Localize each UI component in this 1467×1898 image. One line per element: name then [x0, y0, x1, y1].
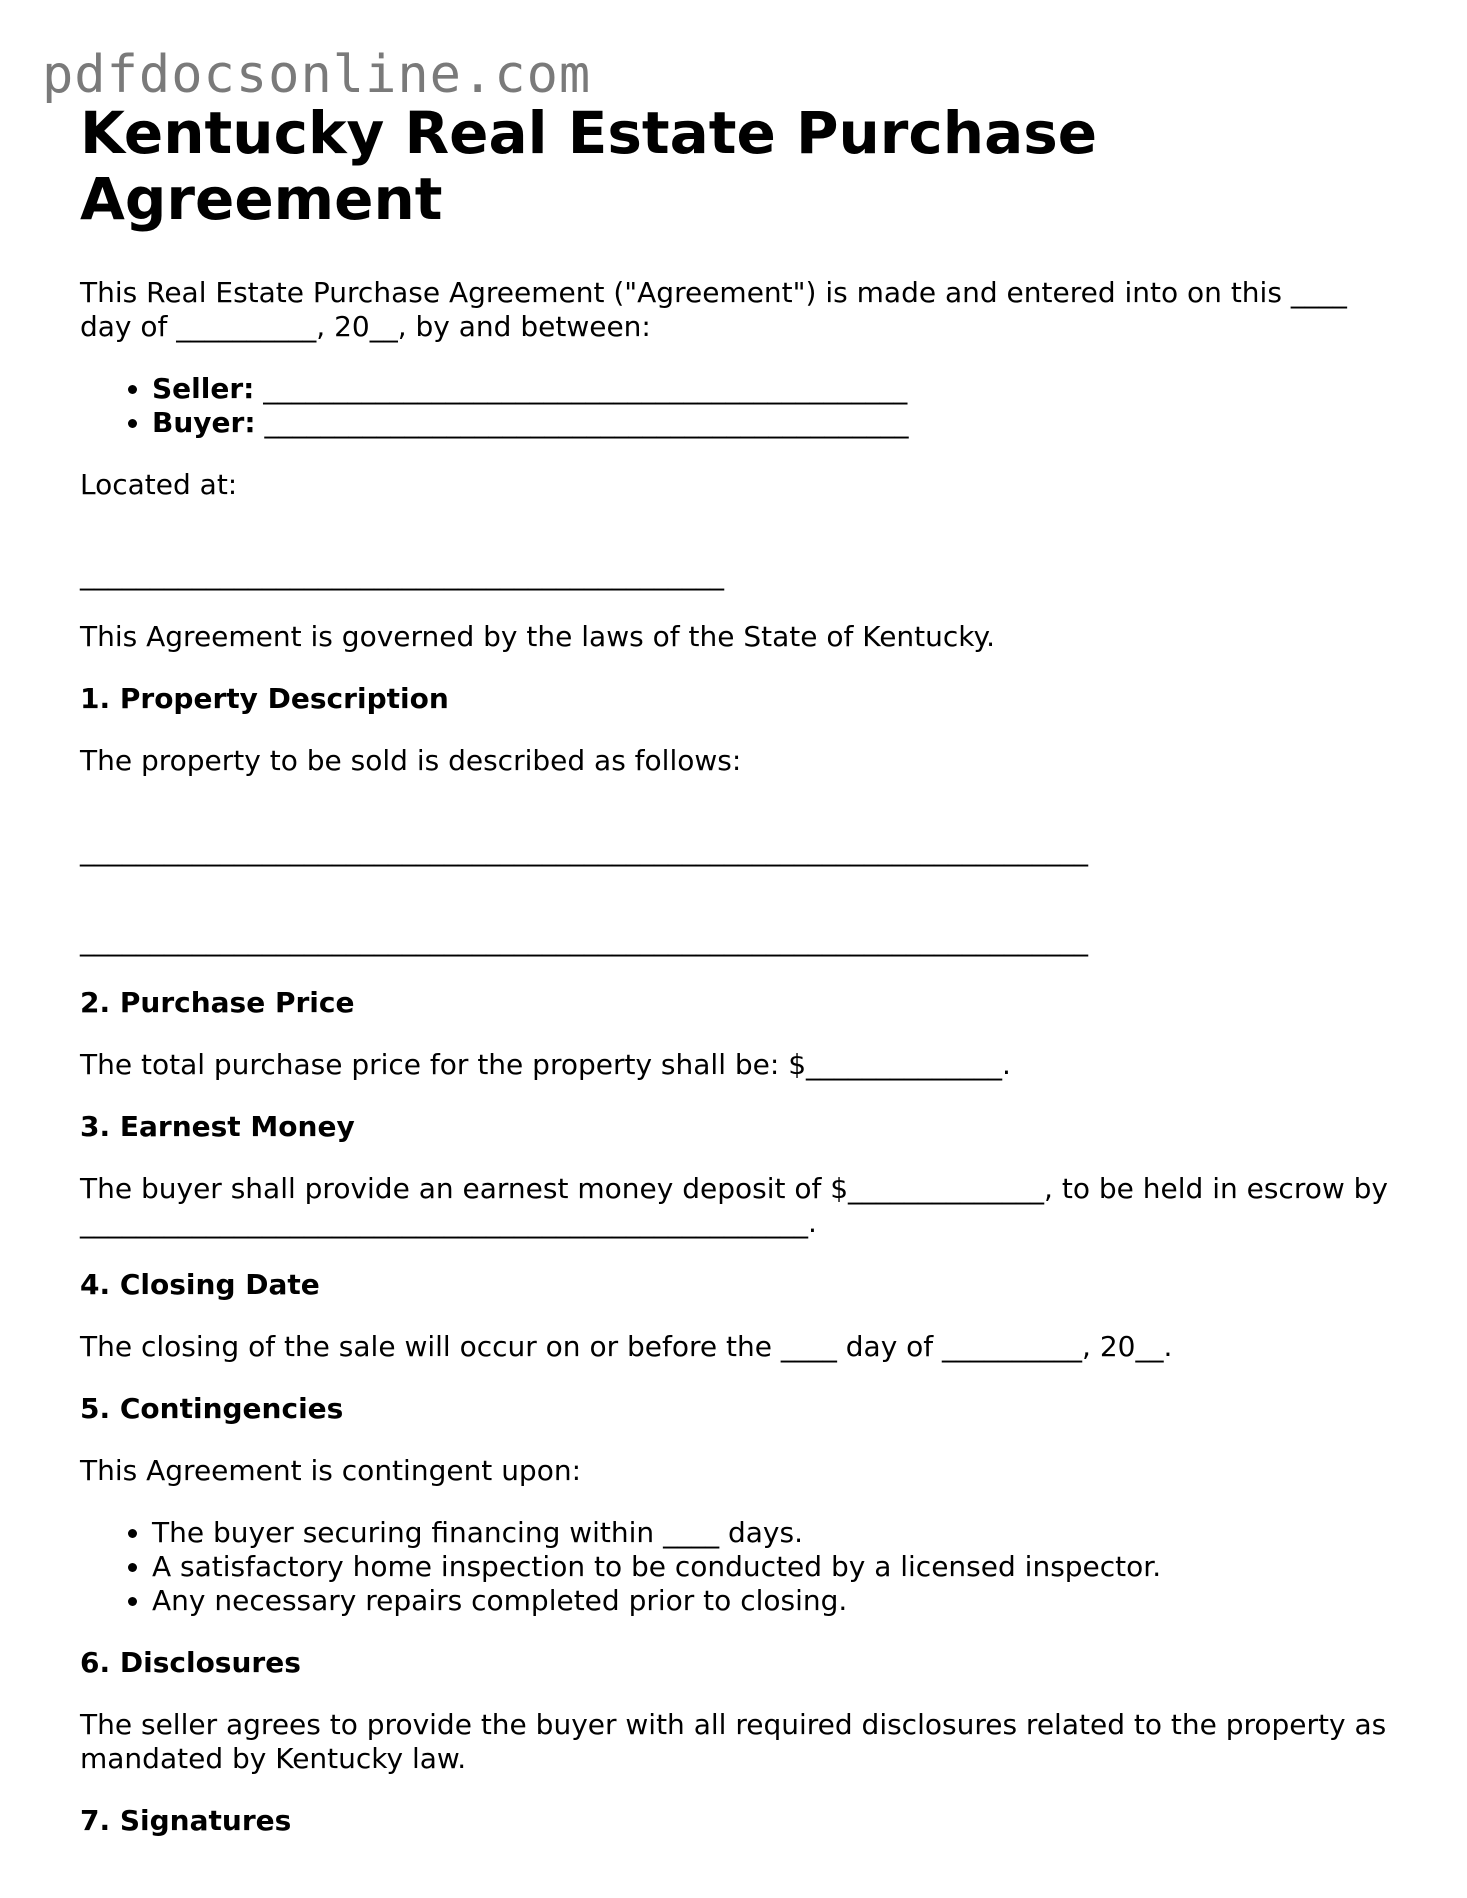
document: [80, 100, 1390, 1866]
list-item: • A satisfactory home inspection to be conducted by a licensed inspector.: [152, 1550, 1390, 1584]
disclosures-text: The seller agrees to provide the buyer with all required disclosures related to the property as mandated by Kentucky law.: [80, 1708, 1387, 1775]
spacer: [80, 530, 1390, 558]
document-title: Kentucky Real Estate Purchase Agreement: [80, 99, 1098, 233]
spacer: [80, 896, 1390, 924]
earnest-text: The buyer shall provide an earnest money deposit of $______________, to be held in escrow by ____________________________________________________.: [80, 1172, 1389, 1239]
seller-blank: ______________________________________________: [263, 372, 908, 405]
seller-label: Seller:: [152, 372, 255, 405]
intro-paragraph: This Real Estate Purchase Agreement ("Agreement") is made and entered into on this ____ day of __________, 20__, by and between:: [80, 276, 1347, 343]
list-item: [152, 406, 1390, 440]
list-item: • Any necessary repairs completed prior to closing.: [152, 1584, 1390, 1618]
section-heading-signatures: 7. Signatures: [80, 1804, 292, 1837]
price-text: The total purchase price for the property shall be: $______________.: [80, 1048, 1011, 1081]
spacer: [80, 806, 1390, 834]
section-heading-closing: 4. Closing Date: [80, 1268, 320, 1301]
section-heading-earnest: 3. Earnest Money: [80, 1110, 355, 1143]
property-blank-2: ________________________________________________________________________: [80, 924, 1088, 957]
parties-list: [80, 372, 1390, 440]
closing-text: The closing of the sale will occur on or before the ____ day of __________, 20__.: [80, 1330, 1173, 1363]
section-heading-contingencies: 5. Contingencies: [80, 1392, 344, 1425]
buyer-blank: ______________________________________________: [264, 406, 909, 439]
watermark: pdfdocsonline.com: [42, 45, 592, 105]
governing-law-text: This Agreement is governed by the laws of the State of Kentucky.: [80, 620, 995, 653]
property-text: The property to be sold is described as follows:: [80, 744, 742, 777]
section-heading-disclosures: 6. Disclosures: [80, 1646, 301, 1679]
located-at-label: Located at:: [80, 468, 238, 501]
location-blank: ______________________________________________: [80, 558, 724, 591]
contingencies-list: [80, 1516, 1390, 1618]
property-blank-1: ________________________________________________________________________: [80, 834, 1088, 867]
section-heading-property: 1. Property Description: [80, 682, 449, 715]
buyer-label: Buyer:: [152, 406, 256, 439]
section-heading-price: 2. Purchase Price: [80, 986, 355, 1019]
list-item: [152, 372, 1390, 406]
list-item: • The buyer securing financing within ____ days.: [152, 1516, 1390, 1550]
contingencies-text: This Agreement is contingent upon:: [80, 1454, 582, 1487]
